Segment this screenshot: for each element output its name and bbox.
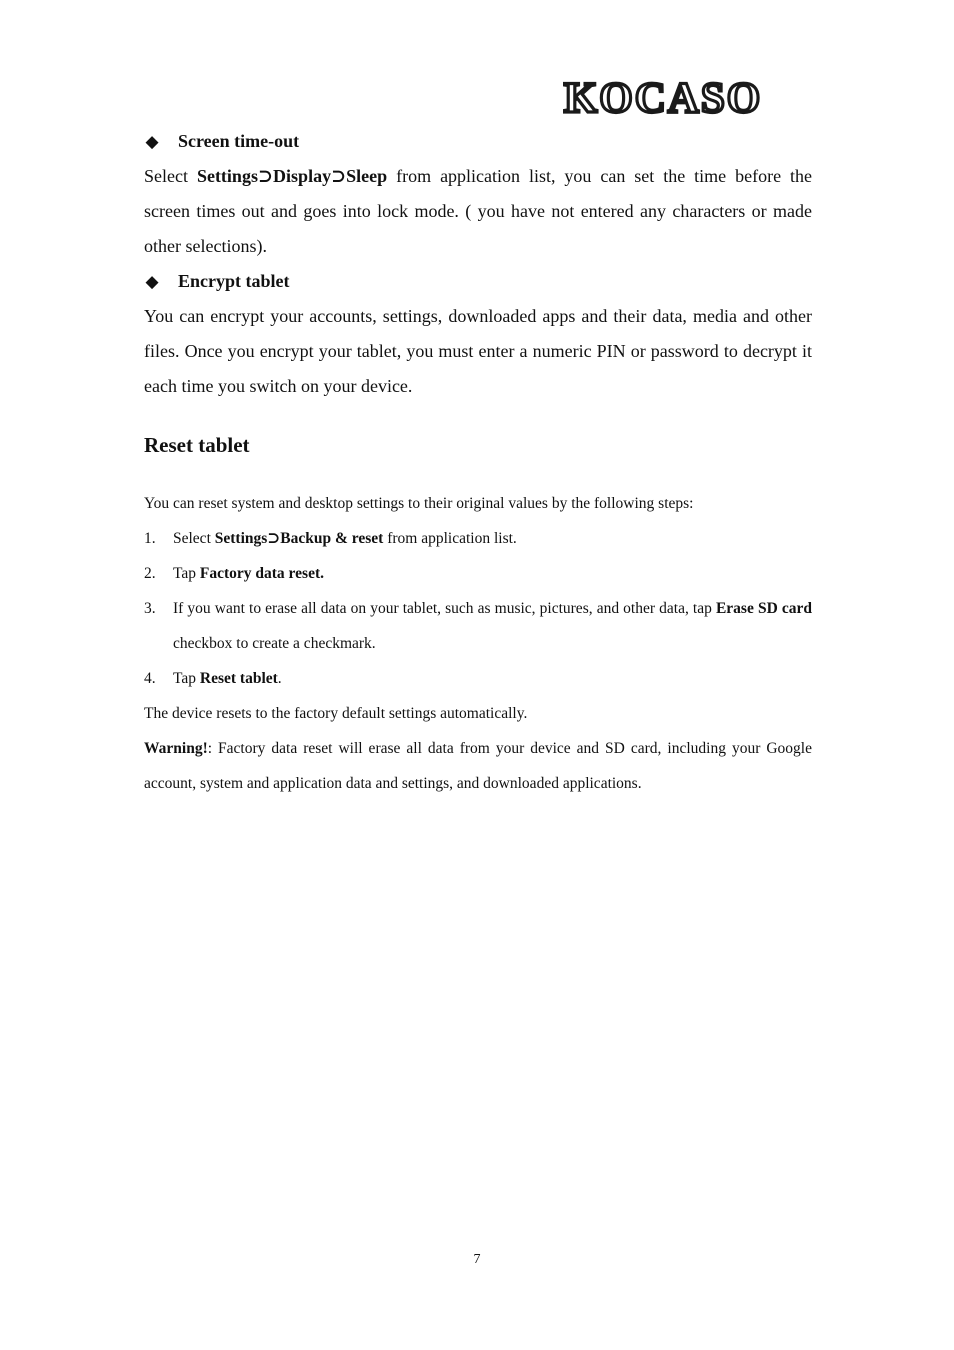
warning-paragraph [144,731,812,801]
step-text [173,591,812,661]
screen-timeout-paragraph [144,159,812,264]
step-number: 1. [144,530,156,547]
warning-label: Warning! [144,740,208,757]
diamond-bullet-icon: ◆ [145,132,159,151]
step-2-factory-reset: Factory data reset. [199,565,324,582]
path-separator-2: ⊃ [331,166,347,186]
diamond-bullet-icon: ◆ [145,272,159,291]
step-3-erase-sd: Erase SD card [715,600,812,617]
step-2-pre: Tap [173,565,200,582]
screen-timeout-post: from application list, you can set the time before the screen times out and goes into lock mode. ( you have not entered any characters or made other selections). [144,166,813,256]
step-number: 3. [144,600,156,617]
step-1-settings: Settings [214,530,268,547]
reset-intro: You can reset system and desktop settings to their original values by the following steps: [144,495,694,512]
reset-steps-block [144,486,812,801]
step-4-post: . [277,670,282,687]
step-4-pre: Tap [173,670,200,687]
step-1-pre: Select [173,530,215,547]
list-item [144,556,812,591]
path-settings: Settings [196,166,258,186]
step-text [173,556,812,591]
step-text [173,661,812,696]
step-3-post: checkbox to create a checkmark. [173,635,376,652]
step-number: 4. [144,670,156,687]
step-1-backup-reset: Backup & reset [280,530,384,547]
step-1-separator: ⊃ [267,530,281,547]
step-number: 2. [144,565,156,582]
step-text [173,521,812,556]
kocaso-logo [518,74,808,120]
path-display: Display [273,166,332,186]
page-number: 7 [473,1252,481,1267]
list-item [144,661,812,696]
encrypt-tablet-heading-text: Encrypt tablet [178,271,290,291]
step-1-post: from application list. [383,530,517,547]
warning-text: : Factory data reset will erase all data from your device and SD card, including your Google account, system and application data and settings, and downloaded applications. [144,740,812,792]
path-separator-1: ⊃ [257,166,274,186]
reset-result: The device resets to the factory default settings automatically. [144,705,528,722]
path-sleep: Sleep [346,166,388,186]
list-item [144,591,812,661]
logo-text: KOCASO [563,75,763,120]
step-4-reset-tablet: Reset tablet [199,670,278,687]
encrypt-tablet-heading [144,264,812,299]
screen-timeout-heading [144,124,812,159]
screen-timeout-heading-text: Screen time-out [178,131,300,151]
step-3-pre: If you want to erase all data on your tablet, such as music, pictures, and other data, tap [173,600,716,617]
reset-tablet-title: Reset tablet [144,433,250,457]
screen-timeout-pre: Select [144,166,197,186]
encrypt-tablet-paragraph: You can encrypt your accounts, settings, downloaded apps and their data, media and other files. Once you encrypt your tablet, you must enter a numeric PIN or password to decrypt it each time you switch on your device. [144,306,812,396]
page-content [144,124,813,792]
list-item [144,521,812,556]
